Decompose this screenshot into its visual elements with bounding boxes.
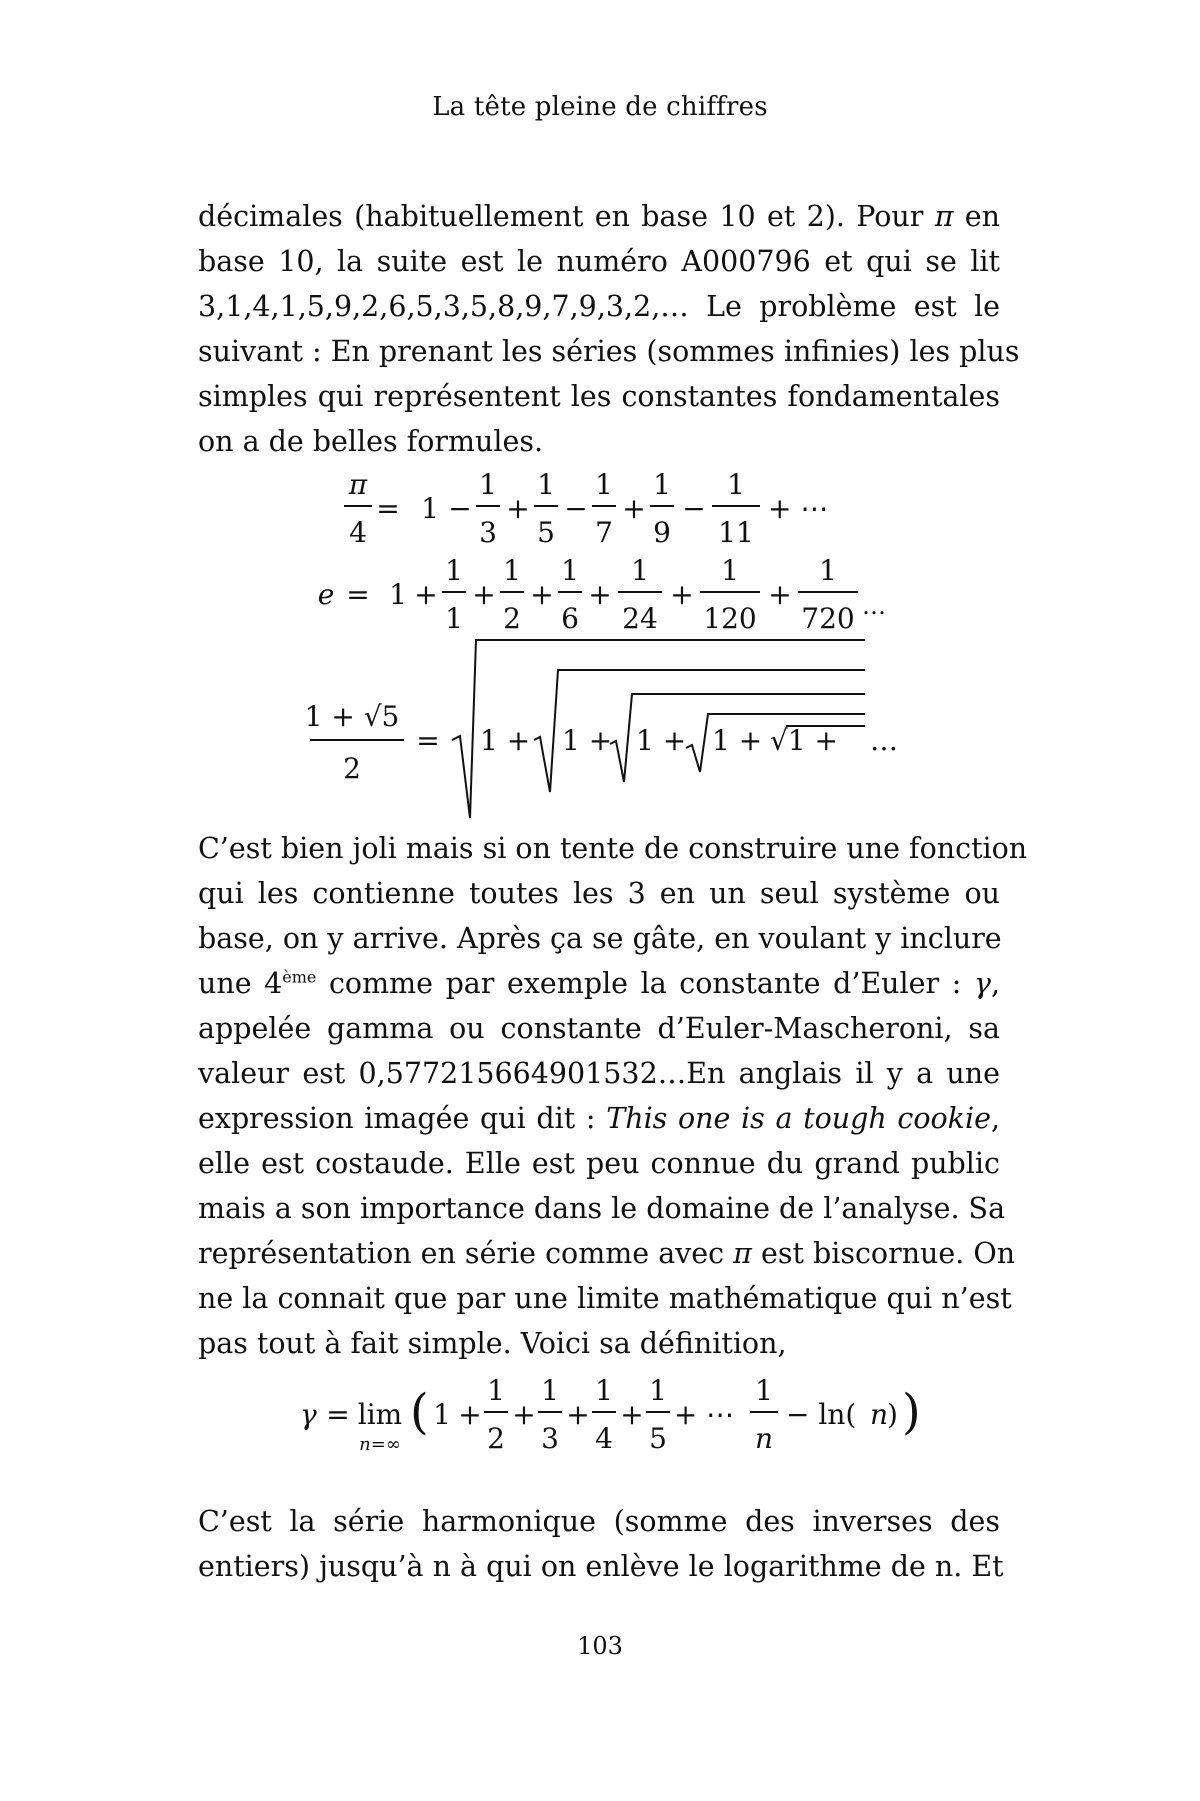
- fraction-numerator: 1: [819, 554, 837, 587]
- text-line: base 10, la suite est le numéro A000796 et qui se lit: [198, 245, 1000, 278]
- limit-subscript: n=∞: [359, 1434, 401, 1455]
- fraction-denominator: 7: [595, 516, 613, 549]
- fraction-denominator: 11: [718, 516, 754, 549]
- fraction-denominator: 4: [349, 516, 367, 549]
- fraction-numerator: 1: [649, 1374, 667, 1407]
- fraction-denominator: 4: [595, 1422, 613, 1455]
- operator: +: [566, 1398, 590, 1431]
- operator: +: [670, 578, 694, 611]
- operator: +: [768, 578, 792, 611]
- formula-golden-ratio: [300, 632, 900, 839]
- fraction-numerator: 1: [721, 554, 739, 587]
- formula-pi-series: [340, 462, 860, 557]
- minus-ln: − ln(: [786, 1398, 857, 1431]
- paragraph-intro: [198, 194, 1020, 464]
- term-one: 1: [389, 578, 407, 611]
- running-header: La tête pleine de chiffres: [432, 92, 768, 122]
- formula-pi-svg: [340, 462, 860, 550]
- fraction-denominator: 6: [561, 602, 579, 635]
- formula-euler-gamma: [290, 1372, 930, 1479]
- radical-term: 1 +: [480, 724, 531, 757]
- formula-golden-ratio-svg: [300, 632, 900, 832]
- paragraph-euler-constant: [198, 826, 1028, 1366]
- text-line: expression imagée qui dit : This one is a tough cookie,: [198, 1102, 1000, 1135]
- variable-n: n: [870, 1398, 889, 1431]
- formula-e-series: [312, 548, 892, 643]
- fraction-numerator: 1: [487, 1374, 505, 1407]
- fraction-numerator: 1: [595, 1374, 613, 1407]
- radical-term: 1 +: [562, 724, 613, 757]
- radical-term: 1 +: [636, 724, 687, 757]
- fraction-denominator: 720: [801, 602, 855, 635]
- fraction-denominator: 3: [541, 1422, 559, 1455]
- fraction-denominator: 2: [343, 752, 361, 785]
- operator: +: [620, 1398, 644, 1431]
- text-line: base, on y arrive. Après ça se gâte, en voulant y inclure: [198, 922, 1002, 955]
- equals-sign: =: [326, 1398, 350, 1431]
- fraction-denominator: 120: [703, 602, 757, 635]
- text-line: C’est bien joli mais si on tente de construire une fonction: [198, 832, 1028, 865]
- fraction-numerator: 1 + √5: [304, 700, 400, 733]
- fraction-denominator: 3: [479, 516, 497, 549]
- fraction-numerator: 1: [727, 468, 745, 501]
- text-line: décimales (habituellement en base 10 et 2). Pour π en: [198, 200, 1000, 233]
- text-line: entiers) jusqu’à n à qui on enlève le logarithme de n. Et: [198, 1550, 1004, 1583]
- text-line: mais a son importance dans le domaine de l’analyse. Sa: [198, 1192, 1006, 1225]
- text-line: suivant : En prenant les séries (sommes infinies) les plus: [198, 335, 1020, 368]
- fraction-numerator: 1: [503, 554, 521, 587]
- text-line: qui les contienne toutes les 3 en un seul système ou: [198, 877, 1000, 910]
- text-line: appelée gamma ou constante d’Euler-Mascheroni, sa: [198, 1012, 1000, 1045]
- operator: + ⋯: [673, 1398, 735, 1431]
- open-paren: (: [410, 1384, 429, 1440]
- fraction-numerator: 1: [631, 554, 649, 587]
- text-line: ne la connait que par une limite mathématique qui n’est: [198, 1282, 1012, 1315]
- operator: +: [512, 1398, 536, 1431]
- term-one: 1: [421, 492, 439, 525]
- fraction-numerator: 1: [755, 1374, 773, 1407]
- page-number: 103: [577, 1632, 623, 1660]
- operator: +: [506, 492, 530, 525]
- fraction-denominator: 24: [622, 602, 658, 635]
- close-paren-ln: ): [887, 1398, 898, 1431]
- text-line: on a de belles formules.: [198, 425, 544, 458]
- close-paren: ): [902, 1384, 921, 1440]
- variable-gamma: γ: [300, 1398, 317, 1431]
- operator: +: [458, 1398, 482, 1431]
- fraction-numerator: 1: [541, 1374, 559, 1407]
- fraction-denominator: 2: [503, 602, 521, 635]
- equals-sign: =: [346, 578, 370, 611]
- operator: +: [472, 578, 496, 611]
- text-line: 3,1,4,1,5,9,2,6,5,3,5,8,9,7,9,3,2,… Le problème est le: [198, 290, 1000, 323]
- fraction-numerator: 1: [653, 468, 671, 501]
- radical-term: √1 +: [770, 724, 839, 757]
- text-line: valeur est 0,577215664901532…En anglais il y a une: [198, 1057, 1000, 1090]
- fraction-denominator: n: [754, 1422, 774, 1455]
- operator: +: [530, 578, 554, 611]
- variable-e: e: [317, 578, 335, 611]
- fraction-numerator: 1: [561, 554, 579, 587]
- fraction-numerator: π: [348, 468, 368, 501]
- operator: −: [682, 492, 706, 525]
- operator: −: [564, 492, 588, 525]
- text-line: une 4ème comme par exemple la constante d’Euler : γ,: [198, 967, 1000, 1000]
- fraction-denominator: 5: [537, 516, 555, 549]
- ellipsis: …: [870, 724, 898, 757]
- fraction-numerator: 1: [537, 468, 555, 501]
- equals-sign: =: [416, 724, 440, 757]
- operator: −: [448, 492, 472, 525]
- operator: +: [588, 578, 612, 611]
- ellipsis: …: [862, 592, 886, 620]
- operator: +: [414, 578, 438, 611]
- operator: +: [622, 492, 646, 525]
- fraction-numerator: 1: [595, 468, 613, 501]
- term-one: 1: [433, 1398, 451, 1431]
- fraction-numerator: 1: [445, 554, 463, 587]
- limit-operator: lim: [357, 1398, 403, 1431]
- text-line: représentation en série comme avec π est biscornue. On: [198, 1237, 1016, 1270]
- formula-e-svg: [312, 548, 892, 636]
- equals-sign: =: [376, 492, 400, 525]
- fraction-numerator: 1: [479, 468, 497, 501]
- fraction-denominator: 1: [445, 602, 463, 635]
- paragraph-harmonic: [198, 1499, 1004, 1589]
- radical-term: 1 +: [712, 724, 763, 757]
- fraction-denominator: 2: [487, 1422, 505, 1455]
- text-line: pas tout à fait simple. Voici sa définition,: [198, 1327, 787, 1360]
- text-line: C’est la série harmonique (somme des inverses des: [198, 1505, 1000, 1538]
- text-line: elle est costaude. Elle est peu connue du grand public: [198, 1147, 1000, 1180]
- formula-euler-gamma-svg: [290, 1372, 930, 1472]
- ellipsis: + ⋯: [768, 492, 829, 525]
- fraction-denominator: 9: [653, 516, 671, 549]
- fraction-denominator: 5: [649, 1422, 667, 1455]
- text-line: simples qui représentent les constantes fondamentales: [198, 380, 1000, 413]
